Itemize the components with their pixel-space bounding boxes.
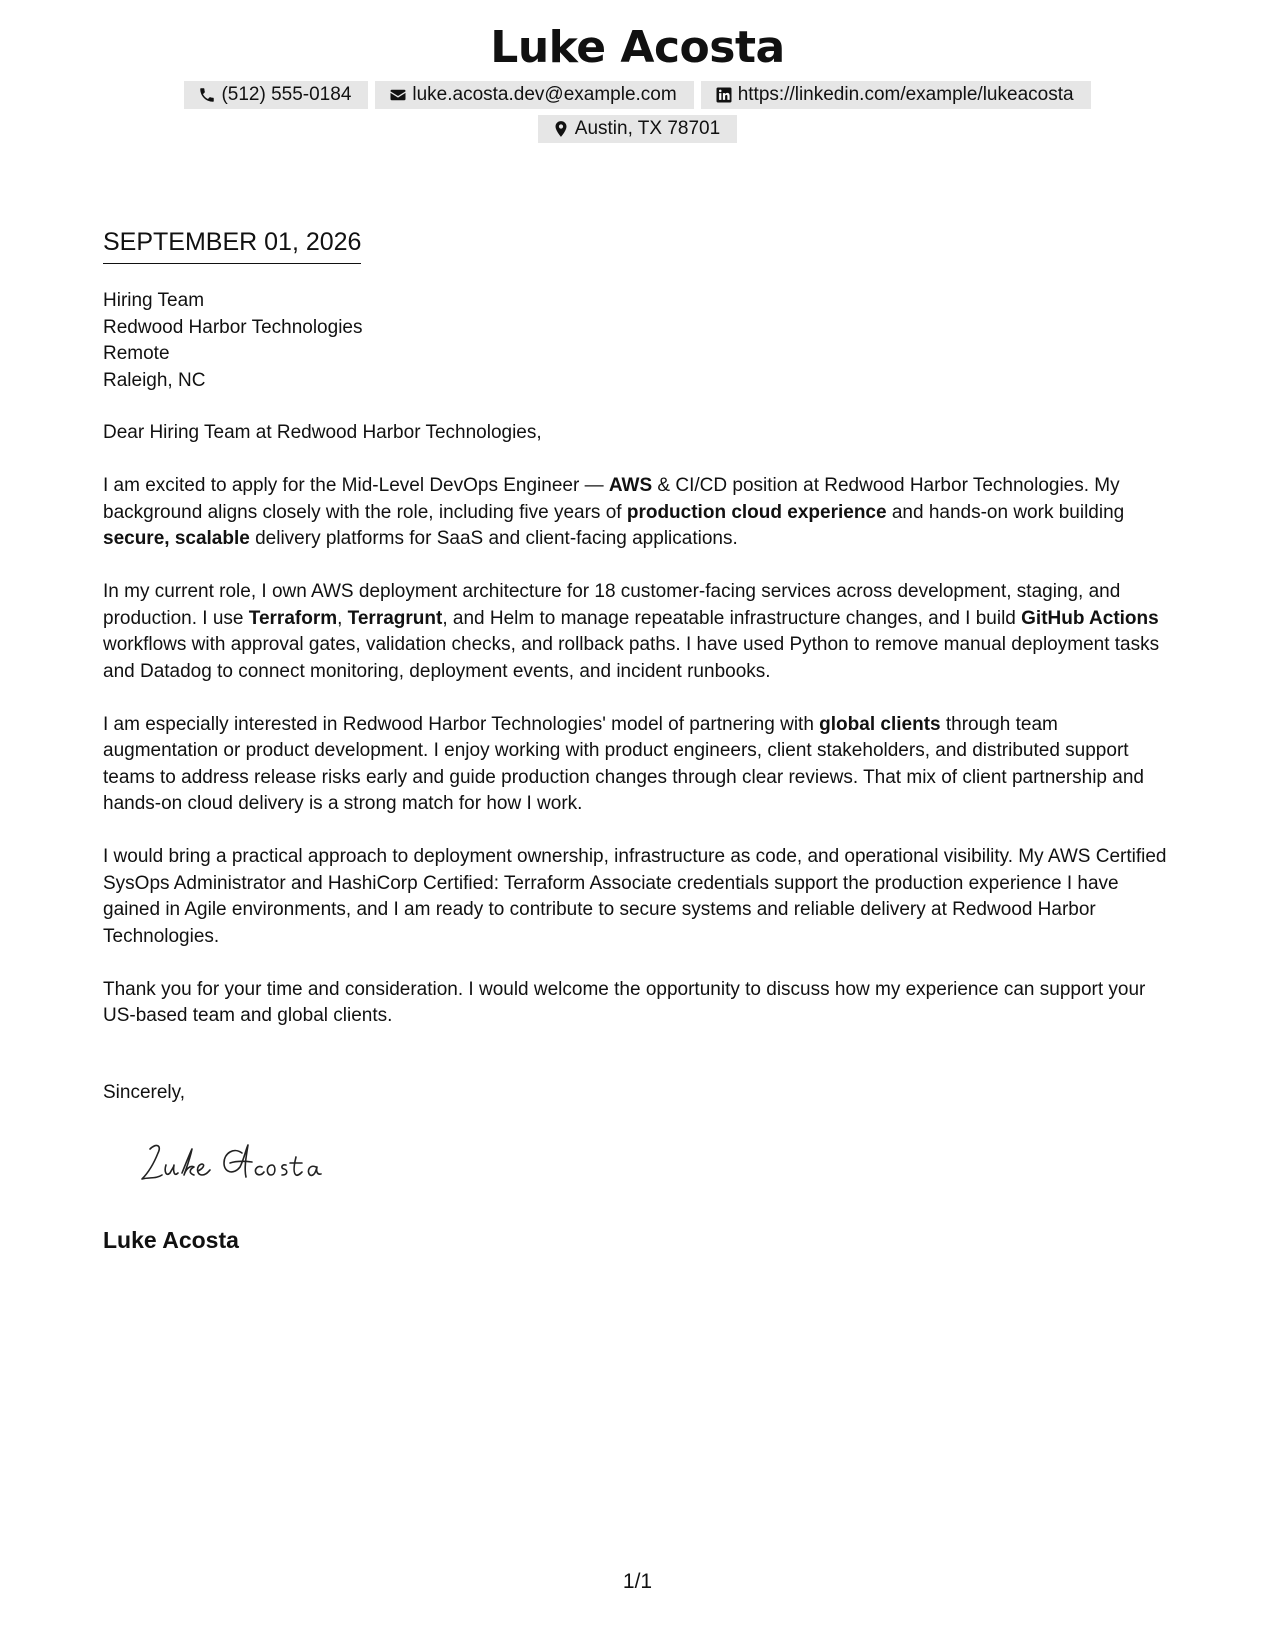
recipient-line: Hiring Team [103,290,205,311]
paragraph-value [103,844,1175,950]
linkedin-chip[interactable] [701,81,1091,109]
emphasis-run: Terragrunt [347,607,443,629]
phone-text: (512) 555-0184 [221,84,352,105]
emphasis-run: Terraform [248,607,338,629]
contact-row-location [0,115,1275,143]
envelope-icon [389,86,407,104]
text-run: through team augmentation or product development. I enjoy working with product engineers, client stakeholders, and distributed support teams to address release risks early and guide production changes through clear reviews. That mix of client partnership and hands-on cloud delivery is a strong match for how I work. [103,713,1144,814]
recipient-line: Remote [103,343,170,364]
paragraph-interest [103,712,1175,818]
text-run: , [337,607,348,629]
salutation: Dear Hiring Team at Redwood Harbor Technologies, [103,422,542,443]
emphasis-run: AWS [608,475,653,496]
linkedin-icon [715,86,733,104]
signer-name: Luke Acosta [103,1227,239,1253]
handwritten-signature [130,1135,340,1195]
recipient-line: Redwood Harbor Technologies [103,316,363,338]
location-text: Austin, TX 78701 [574,118,721,139]
text-run: In my current role, I own AWS deployment architecture for 18 customer-facing services across development, staging, and production. I use [103,581,1121,629]
paragraph-thanks [103,977,1175,1030]
text-run: I would bring a practical approach to deployment ownership, infrastructure as code, and operational visibility. My AWS Certified SysOps Administrator and HashiCorp Certified: Terraform Associate credentials support the production experience I have gained in Agile environments, and I am ready to contribute to secure systems and reliable delivery at Redwood Harbor Technologies. [103,846,1167,947]
phone-icon [198,86,216,104]
emphasis-run: secure, scalable [103,528,250,549]
emphasis-run: global clients [819,713,941,735]
phone-chip [184,81,368,109]
letter-date: SEPTEMBER 01, 2026 [103,226,361,264]
text-run: , and Helm to manage repeatable infrastructure changes, and I build [442,607,1022,629]
closing: Sincerely, [103,1082,186,1103]
email-text: luke.acosta.dev@example.com [412,84,677,105]
applicant-name: Luke Acosta [490,22,785,73]
text-run: I am especially interested in Redwood Harbor Technologies' model of partnering with [103,713,820,735]
emphasis-run: production cloud experience [626,501,887,523]
page-number: 1/1 [622,1570,653,1593]
location-chip [538,115,737,143]
emphasis-run: GitHub Actions [1021,607,1159,629]
text-run: & CI/CD position at Redwood Harbor Technologies. My background aligns closely with the role, including five years of [103,475,1120,523]
map-pin-icon [552,120,570,138]
paragraph-current-role [103,579,1175,685]
text-run: and hands-on work building [886,501,1125,523]
recipient-line: Raleigh, NC [103,369,206,391]
email-chip[interactable] [375,81,693,109]
paragraph-intro [103,473,1175,553]
linkedin-text: https://linkedin.com/example/lukeacosta [737,84,1074,105]
recipient-block [103,288,362,394]
text-run: I am excited to apply for the Mid-Level DevOps Engineer — [103,475,609,496]
text-run: delivery platforms for SaaS and client-facing applications. [249,528,738,549]
contact-row [0,81,1275,109]
text-run: Thank you for your time and consideration. I would welcome the opportunity to discuss how my experience can support your US-based team and global clients. [103,978,1146,1026]
text-run: workflows with approval gates, validation checks, and rollback paths. I have used Python to remove manual deployment tasks and Datadog to connect monitoring, deployment events, and incident runbooks. [103,634,1160,682]
letter-body [103,420,1175,1056]
